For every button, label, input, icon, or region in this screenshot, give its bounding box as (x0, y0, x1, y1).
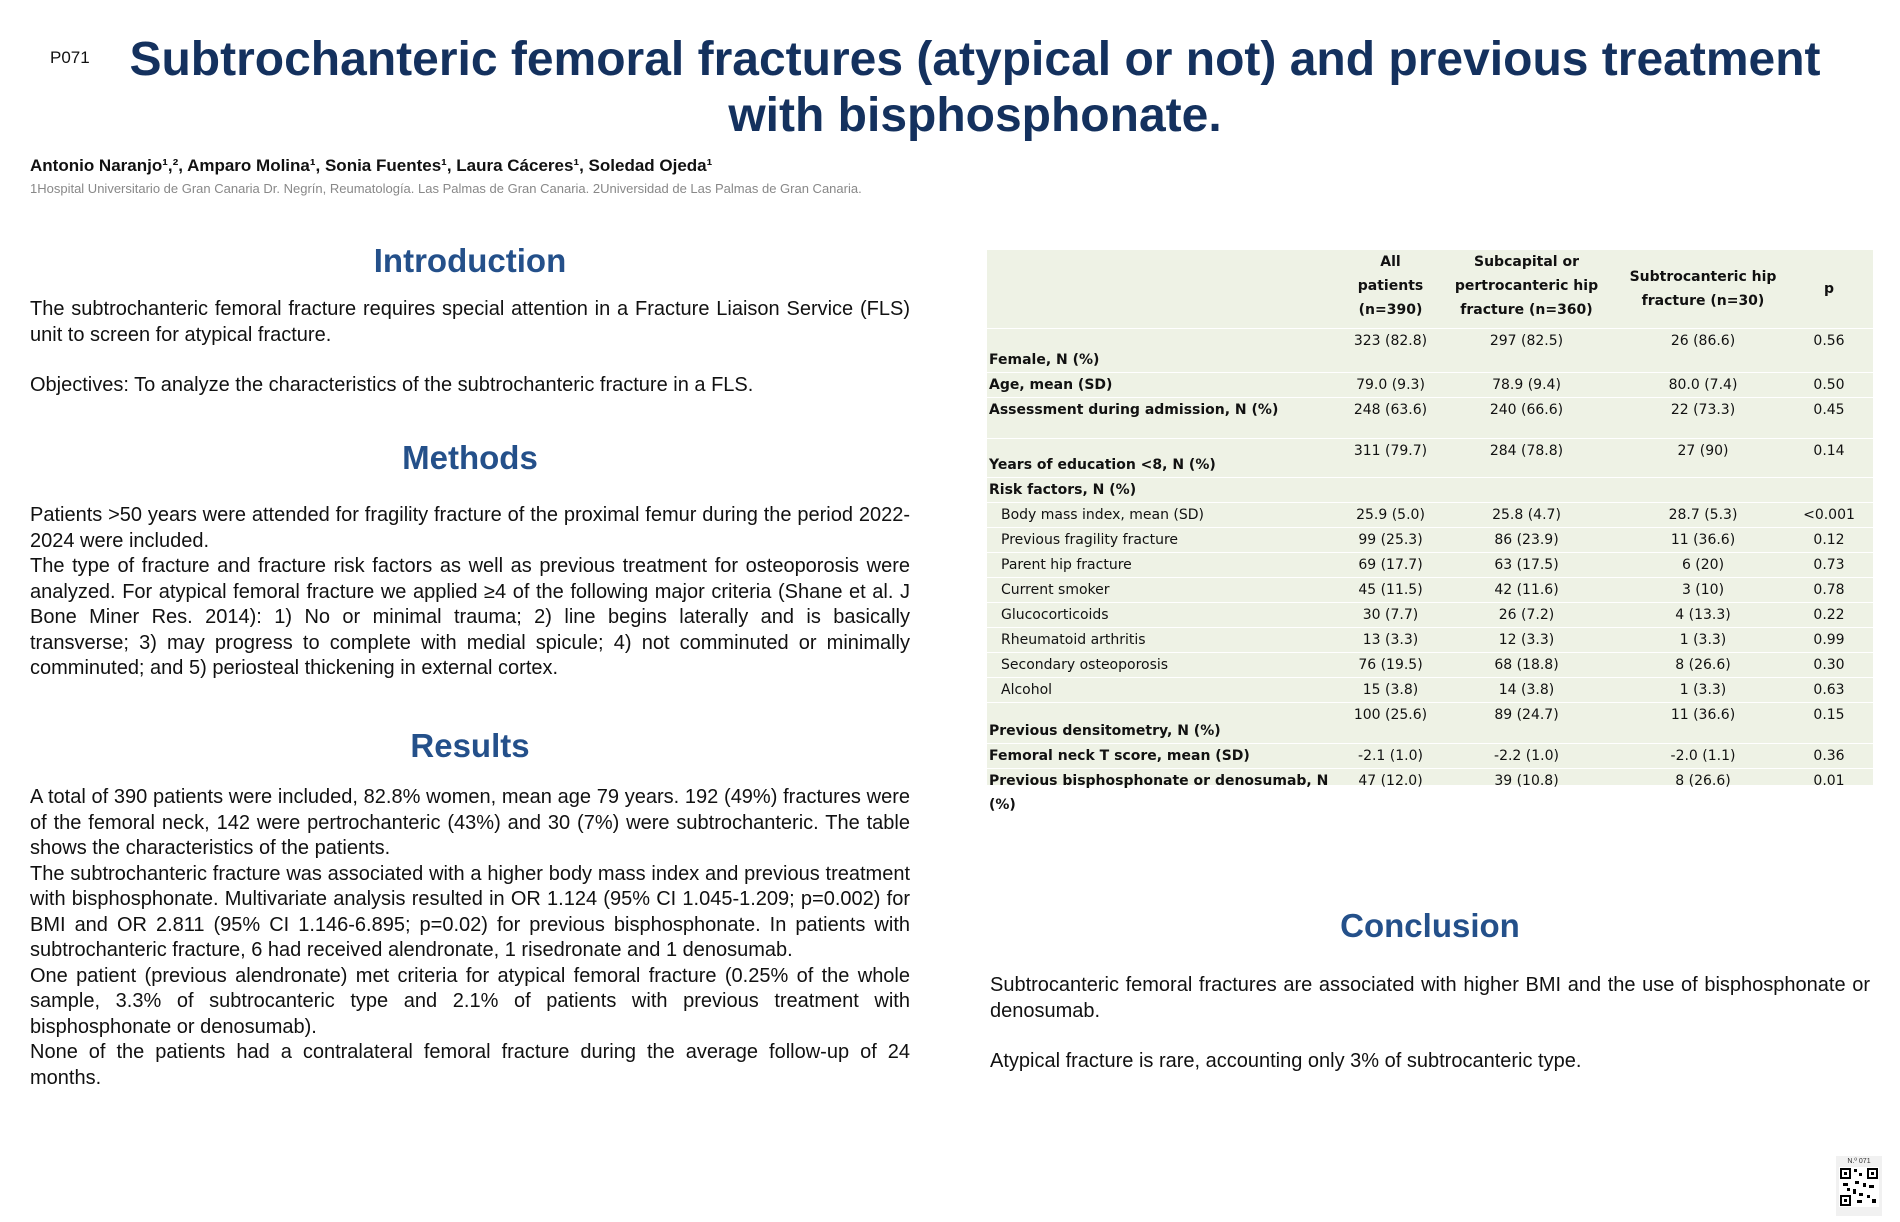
methods-paragraph: The type of fracture and fracture risk factors as well as previous treatment for osteoporosis were analyzed. For atypical femoral fracture we applied ≥4 of the following major criteria (Shane et al. J Bone Miner Res. 2014): 1) No or minimal trauma; 2) line begins laterally and is basically transverse; 3) may progress to complete with medial spicule; 4) not comminuted or minimally comminuted; and 5) periosteal thickening in external cortex. (30, 555, 910, 679)
row-label: Body mass index, mean (SD) (987, 502, 1349, 527)
introduction-text (30, 297, 910, 399)
cell-subtrocanteric: 80.0 (7.4) (1621, 372, 1785, 397)
table-header-row (987, 250, 1873, 328)
table-row (987, 577, 1873, 602)
cell-all-patients: 47 (12.0) (1349, 768, 1432, 817)
cell-subcapital: 78.9 (9.4) (1432, 372, 1621, 397)
row-label: Previous bisphosphonate or denosumab, N (%) (987, 768, 1349, 817)
methods-paragraph: Patients >50 years were attended for fragility fracture of the proximal femur during the period 2022-2024 were included. (30, 504, 910, 552)
cell-subtrocanteric: 11 (36.6) (1621, 527, 1785, 552)
header-all-patients: All patients (n=390) (1349, 250, 1432, 328)
cell-subtrocanteric (1621, 477, 1785, 502)
table-row (987, 502, 1873, 527)
methods-text (30, 503, 910, 682)
cell-subcapital: 63 (17.5) (1432, 552, 1621, 577)
cell-p-value (1785, 477, 1873, 502)
objectives-paragraph: Objectives: To analyze the characteristics of the subtrochanteric fracture in a FLS. (30, 374, 754, 396)
cell-subtrocanteric: 1 (3.3) (1621, 627, 1785, 652)
cell-subtrocanteric: 8 (26.6) (1621, 768, 1785, 817)
cell-subcapital: 12 (3.3) (1432, 627, 1621, 652)
row-label: Alcohol (987, 677, 1349, 702)
cell-p-value: 0.50 (1785, 372, 1873, 397)
cell-subtrocanteric: 11 (36.6) (1621, 702, 1785, 743)
cell-subtrocanteric: 22 (73.3) (1621, 397, 1785, 438)
qr-label: N.º 071 (1847, 1158, 1871, 1165)
cell-subtrocanteric: 6 (20) (1621, 552, 1785, 577)
cell-p-value: 0.45 (1785, 397, 1873, 438)
cell-p-value: 0.01 (1785, 768, 1873, 817)
table-row (987, 602, 1873, 627)
results-paragraph: One patient (previous alendronate) met criteria for atypical femoral fracture (0.25% of the whole sample, 3.3% of subtrocanteric type and 2.1% of patients with previous treatment with bisphosphonate or denosumab). (30, 964, 910, 1038)
conclusion-heading: Conclusion (1340, 907, 1520, 944)
row-label: Rheumatoid arthritis (987, 627, 1349, 652)
row-label: Parent hip fracture (987, 552, 1349, 577)
affiliations: 1Hospital Universitario de Gran Canaria Dr. Negrín, Reumatología. Las Palmas de Gran Canaria. 2Universidad de Las Palmas de Gran Canaria. (30, 181, 862, 196)
authors: Antonio Naranjo¹,², Amparo Molina¹, Sonia Fuentes¹, Laura Cáceres¹, Soledad Ojeda¹ (30, 156, 713, 175)
row-label: Previous fragility fracture (987, 527, 1349, 552)
row-label: Glucocorticoids (987, 602, 1349, 627)
cell-p-value: 0.22 (1785, 602, 1873, 627)
cell-all-patients: 15 (3.8) (1349, 677, 1432, 702)
cell-all-patients: 30 (7.7) (1349, 602, 1432, 627)
table-row (987, 627, 1873, 652)
cell-p-value: 0.14 (1785, 438, 1873, 477)
patient-characteristics-table (987, 250, 1873, 813)
cell-p-value: 0.63 (1785, 677, 1873, 702)
cell-p-value: 0.30 (1785, 652, 1873, 677)
cell-subtrocanteric: 26 (86.6) (1621, 328, 1785, 372)
cell-p-value: 0.56 (1785, 328, 1873, 372)
cell-all-patients: 45 (11.5) (1349, 577, 1432, 602)
cell-subcapital: 89 (24.7) (1432, 702, 1621, 743)
cell-all-patients: 69 (17.7) (1349, 552, 1432, 577)
results-heading: Results (410, 727, 530, 764)
qr-code (1836, 1156, 1882, 1216)
row-label: Current smoker (987, 577, 1349, 602)
cell-p-value: <0.001 (1785, 502, 1873, 527)
table-row (987, 372, 1873, 397)
row-label: Femoral neck T score, mean (SD) (987, 743, 1349, 768)
cell-subcapital: 39 (10.8) (1432, 768, 1621, 817)
table-row (987, 702, 1873, 743)
cell-subtrocanteric: 28.7 (5.3) (1621, 502, 1785, 527)
table-row (987, 397, 1873, 438)
row-label: Previous densitometry, N (%) (987, 702, 1349, 743)
cell-p-value: 0.78 (1785, 577, 1873, 602)
cell-subcapital: 42 (11.6) (1432, 577, 1621, 602)
row-label: Secondary osteoporosis (987, 652, 1349, 677)
cell-all-patients: 25.9 (5.0) (1349, 502, 1432, 527)
cell-subtrocanteric: 8 (26.6) (1621, 652, 1785, 677)
results-paragraph: None of the patients had a contralateral femoral fracture during the average follow-up of 24 months. (30, 1041, 910, 1089)
methods-heading: Methods (402, 439, 538, 476)
cell-subcapital: 297 (82.5) (1432, 328, 1621, 372)
row-label: Female, N (%) (987, 328, 1349, 372)
cell-all-patients: -2.1 (1.0) (1349, 743, 1432, 768)
cell-all-patients: 13 (3.3) (1349, 627, 1432, 652)
row-label: Age, mean (SD) (987, 372, 1349, 397)
cell-all-patients: 311 (79.7) (1349, 438, 1432, 477)
conclusion-paragraph: Atypical fracture is rare, accounting only 3% of subtrocanteric type. (990, 1050, 1582, 1072)
cell-all-patients: 248 (63.6) (1349, 397, 1432, 438)
cell-all-patients: 323 (82.8) (1349, 328, 1432, 372)
cell-p-value: 0.15 (1785, 702, 1873, 743)
conclusion-text (990, 973, 1870, 1075)
table-row (987, 527, 1873, 552)
row-label: Assessment during admission, N (%) (987, 397, 1349, 438)
cell-all-patients: 79.0 (9.3) (1349, 372, 1432, 397)
table-row (987, 328, 1873, 372)
table-row (987, 477, 1873, 502)
results-paragraph: The subtrochanteric fracture was associated with a higher body mass index and previous treatment with bisphosphonate. Multivariate analysis resulted in OR 1.124 (95% CI 1.045-1.209; p=0.002) for BMI and OR 2.811 (95% CI 1.146-6.895; p=0.02) for previous bisphosphonate. In patients with subtrochanteric fracture, 6 had received alendronate, 1 risedronate and 1 denosumab. (30, 862, 910, 961)
cell-subtrocanteric: 1 (3.3) (1621, 677, 1785, 702)
cell-subcapital: 240 (66.6) (1432, 397, 1621, 438)
cell-subtrocanteric: 3 (10) (1621, 577, 1785, 602)
introduction-heading: Introduction (373, 242, 567, 279)
table-row (987, 552, 1873, 577)
cell-subtrocanteric: -2.0 (1.1) (1621, 743, 1785, 768)
header-p: p (1785, 250, 1873, 328)
table-row (987, 677, 1873, 702)
cell-all-patients: 99 (25.3) (1349, 527, 1432, 552)
cell-p-value: 0.73 (1785, 552, 1873, 577)
table-row (987, 768, 1873, 817)
row-label: Risk factors, N (%) (987, 477, 1349, 502)
qr-code-icon (1839, 1167, 1879, 1207)
poster-code: P071 (50, 48, 90, 67)
cell-subcapital: 25.8 (4.7) (1432, 502, 1621, 527)
row-label: Years of education <8, N (%) (987, 438, 1349, 477)
cell-all-patients (1349, 477, 1432, 502)
table-row (987, 652, 1873, 677)
cell-p-value: 0.36 (1785, 743, 1873, 768)
introduction-paragraph: The subtrochanteric femoral fracture requires special attention in a Fracture Liaison Service (FLS) unit to screen for atypical fracture. (30, 298, 910, 346)
cell-subcapital: 68 (18.8) (1432, 652, 1621, 677)
cell-subtrocanteric: 4 (13.3) (1621, 602, 1785, 627)
table-row (987, 438, 1873, 477)
cell-subcapital (1432, 477, 1621, 502)
cell-subcapital: 26 (7.2) (1432, 602, 1621, 627)
header-label (987, 250, 1349, 328)
header-subcapital: Subcapital or pertrocanteric hip fracture (n=360) (1432, 250, 1621, 328)
table-row (987, 743, 1873, 768)
cell-subcapital: 284 (78.8) (1432, 438, 1621, 477)
conclusion-paragraph: Subtrocanteric femoral fractures are associated with higher BMI and the use of bisphosphonate or denosumab. (990, 974, 1870, 1022)
cell-subcapital: 86 (23.9) (1432, 527, 1621, 552)
header-subtrocanteric: Subtrocanteric hip fracture (n=30) (1621, 250, 1785, 328)
results-text (30, 785, 910, 1091)
cell-subtrocanteric: 27 (90) (1621, 438, 1785, 477)
cell-all-patients: 76 (19.5) (1349, 652, 1432, 677)
cell-p-value: 0.99 (1785, 627, 1873, 652)
cell-subcapital: -2.2 (1.0) (1432, 743, 1621, 768)
cell-subcapital: 14 (3.8) (1432, 677, 1621, 702)
results-paragraph: A total of 390 patients were included, 82.8% women, mean age 79 years. 192 (49%) fractures were of the femoral neck, 142 were pertrochanteric (43%) and 30 (7%) were subtrochanteric. The table shows the characteristics of the patients. (30, 786, 910, 859)
characteristics-table (987, 250, 1873, 818)
cell-all-patients: 100 (25.6) (1349, 702, 1432, 743)
cell-p-value: 0.12 (1785, 527, 1873, 552)
poster-title: Subtrochanteric femoral fractures (atypical or not) and previous treatment with bisphosphonate. (129, 33, 1821, 142)
